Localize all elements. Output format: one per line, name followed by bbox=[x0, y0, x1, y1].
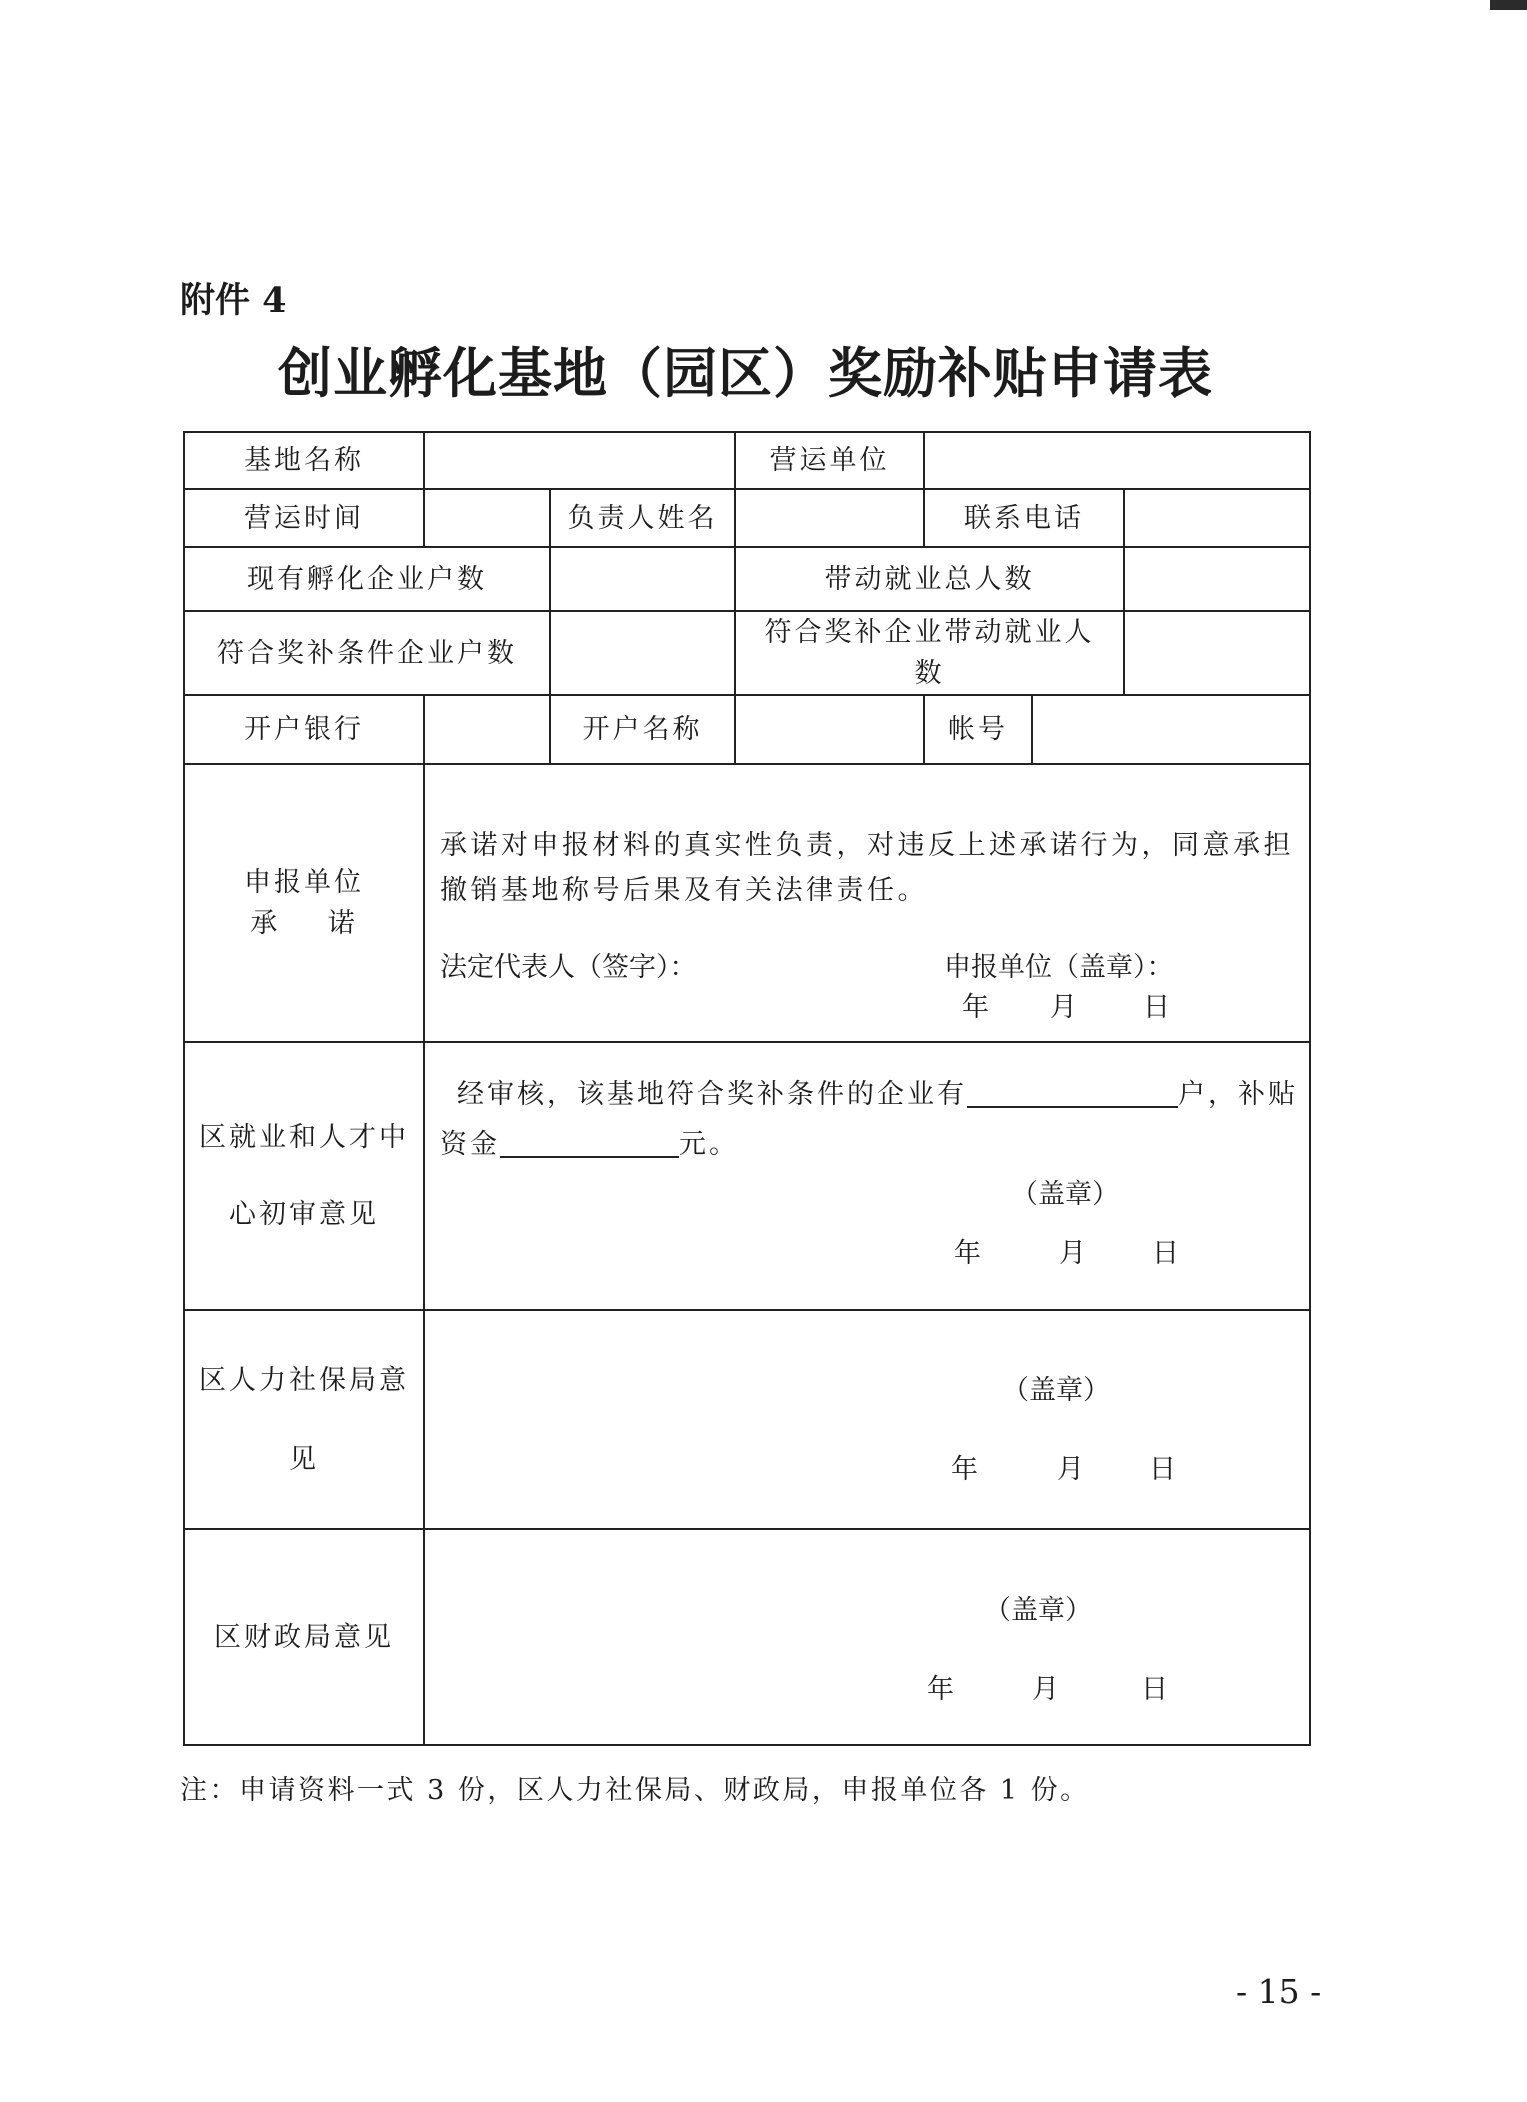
footnote: 注：申请资料一式 3 份，区人力社保局、财政局，申报单位各 1 份。 bbox=[180, 1775, 1090, 1806]
center-review-label: 区就业和人才中心初审意见 bbox=[199, 1122, 409, 1230]
center-seal-label: （盖章） bbox=[1011, 1179, 1119, 1210]
hrss-opinion-label: 区人力社保局意见 bbox=[199, 1364, 409, 1475]
row-eligible-count bbox=[184, 611, 1310, 695]
label-commitment bbox=[184, 764, 424, 1042]
applicant-seal-label: 申报单位（盖章）： bbox=[944, 952, 1174, 983]
enterprise-count-blank bbox=[967, 1082, 1178, 1108]
form-title: 创业孵化基地（园区）奖励补贴申请表 bbox=[278, 341, 1213, 405]
date-month-label: 月 bbox=[1059, 1238, 1089, 1269]
page-number: - 15 - bbox=[1236, 1972, 1322, 2011]
field-incubated-count bbox=[550, 547, 735, 611]
label-commitment-line2: 承 诺 bbox=[250, 908, 358, 939]
date-year-label: 年 bbox=[954, 1238, 984, 1269]
attachment-label: 附件 4 bbox=[180, 280, 287, 321]
scan-artifact bbox=[1490, 0, 1527, 10]
review-line-1 bbox=[457, 1072, 1298, 1117]
field-eligible-count bbox=[550, 611, 735, 695]
row-center-review bbox=[184, 1042, 1310, 1310]
date-day-label: 日 bbox=[1152, 1238, 1182, 1269]
row-operation-time bbox=[184, 489, 1310, 547]
label-incubated-count: 现有孵化企业户数 bbox=[184, 547, 550, 611]
commitment-text: 承诺对申报材料的真实性负责，对违反上述承诺行为，同意承担撤销基地称号后果及有关法律责任。 bbox=[440, 830, 1294, 906]
date-day-label: 日 bbox=[1149, 1454, 1179, 1485]
field-phone bbox=[1124, 489, 1310, 547]
date-day-label: 日 bbox=[1143, 992, 1173, 1023]
subsidy-amount-blank bbox=[500, 1132, 679, 1158]
finance-seal-label: （盖章） bbox=[984, 1595, 1092, 1626]
label-eligible-count: 符合奖补条件企业户数 bbox=[184, 611, 550, 695]
date-year-label: 年 bbox=[927, 1674, 957, 1705]
field-person-in-charge bbox=[735, 489, 924, 547]
label-center-review bbox=[184, 1042, 424, 1310]
field-bank bbox=[424, 695, 550, 764]
finance-opinion-content bbox=[424, 1529, 1310, 1745]
row-bank bbox=[184, 695, 1310, 764]
label-bank: 开户银行 bbox=[184, 695, 424, 764]
field-total-employment bbox=[1124, 547, 1310, 611]
label-account-no: 帐号 bbox=[924, 695, 1032, 764]
label-phone: 联系电话 bbox=[924, 489, 1124, 547]
label-hrss-opinion bbox=[184, 1310, 424, 1529]
field-eligible-employment bbox=[1124, 611, 1310, 695]
review-amount-prefix: 资金 bbox=[440, 1129, 500, 1160]
commitment-content bbox=[424, 764, 1310, 1042]
label-eligible-employment: 符合奖补企业带动就业人数 bbox=[735, 611, 1124, 695]
row-base-name bbox=[184, 432, 1310, 489]
label-operation-time: 营运时间 bbox=[184, 489, 424, 547]
review-line-2 bbox=[440, 1122, 739, 1167]
date-month-label: 月 bbox=[1050, 992, 1080, 1023]
application-form-table bbox=[183, 431, 1311, 1746]
hrss-opinion-content bbox=[424, 1310, 1310, 1529]
label-commitment-line1: 申报单位 bbox=[244, 867, 364, 898]
label-finance-opinion: 区财政局意见 bbox=[184, 1529, 424, 1745]
row-incubated-count bbox=[184, 547, 1310, 611]
label-person-in-charge: 负责人姓名 bbox=[550, 489, 735, 547]
field-base-name bbox=[424, 432, 735, 489]
date-year-label: 年 bbox=[951, 1454, 981, 1485]
review-text-prefix: 经审核，该基地符合奖补条件的企业有 bbox=[457, 1079, 967, 1110]
date-day-label: 日 bbox=[1141, 1674, 1171, 1705]
date-month-label: 月 bbox=[1057, 1454, 1087, 1485]
field-operation-time bbox=[424, 489, 550, 547]
label-operator: 营运单位 bbox=[735, 432, 924, 489]
field-operator bbox=[924, 432, 1310, 489]
center-review-content bbox=[424, 1042, 1310, 1310]
label-base-name: 基地名称 bbox=[184, 432, 424, 489]
field-account-no bbox=[1032, 695, 1310, 764]
field-account-name bbox=[735, 695, 924, 764]
date-year-label: 年 bbox=[962, 992, 992, 1023]
review-count-suffix: 户，补贴 bbox=[1178, 1079, 1298, 1110]
review-amount-suffix: 元。 bbox=[679, 1129, 739, 1160]
hrss-seal-label: （盖章） bbox=[1002, 1375, 1110, 1406]
label-total-employment: 带动就业总人数 bbox=[735, 547, 1124, 611]
row-commitment bbox=[184, 764, 1310, 1042]
legal-rep-signature-label: 法定代表人（签字）： bbox=[440, 952, 697, 983]
row-finance-opinion bbox=[184, 1529, 1310, 1745]
row-hrss-opinion bbox=[184, 1310, 1310, 1529]
date-month-label: 月 bbox=[1032, 1674, 1062, 1705]
label-account-name: 开户名称 bbox=[550, 695, 735, 764]
